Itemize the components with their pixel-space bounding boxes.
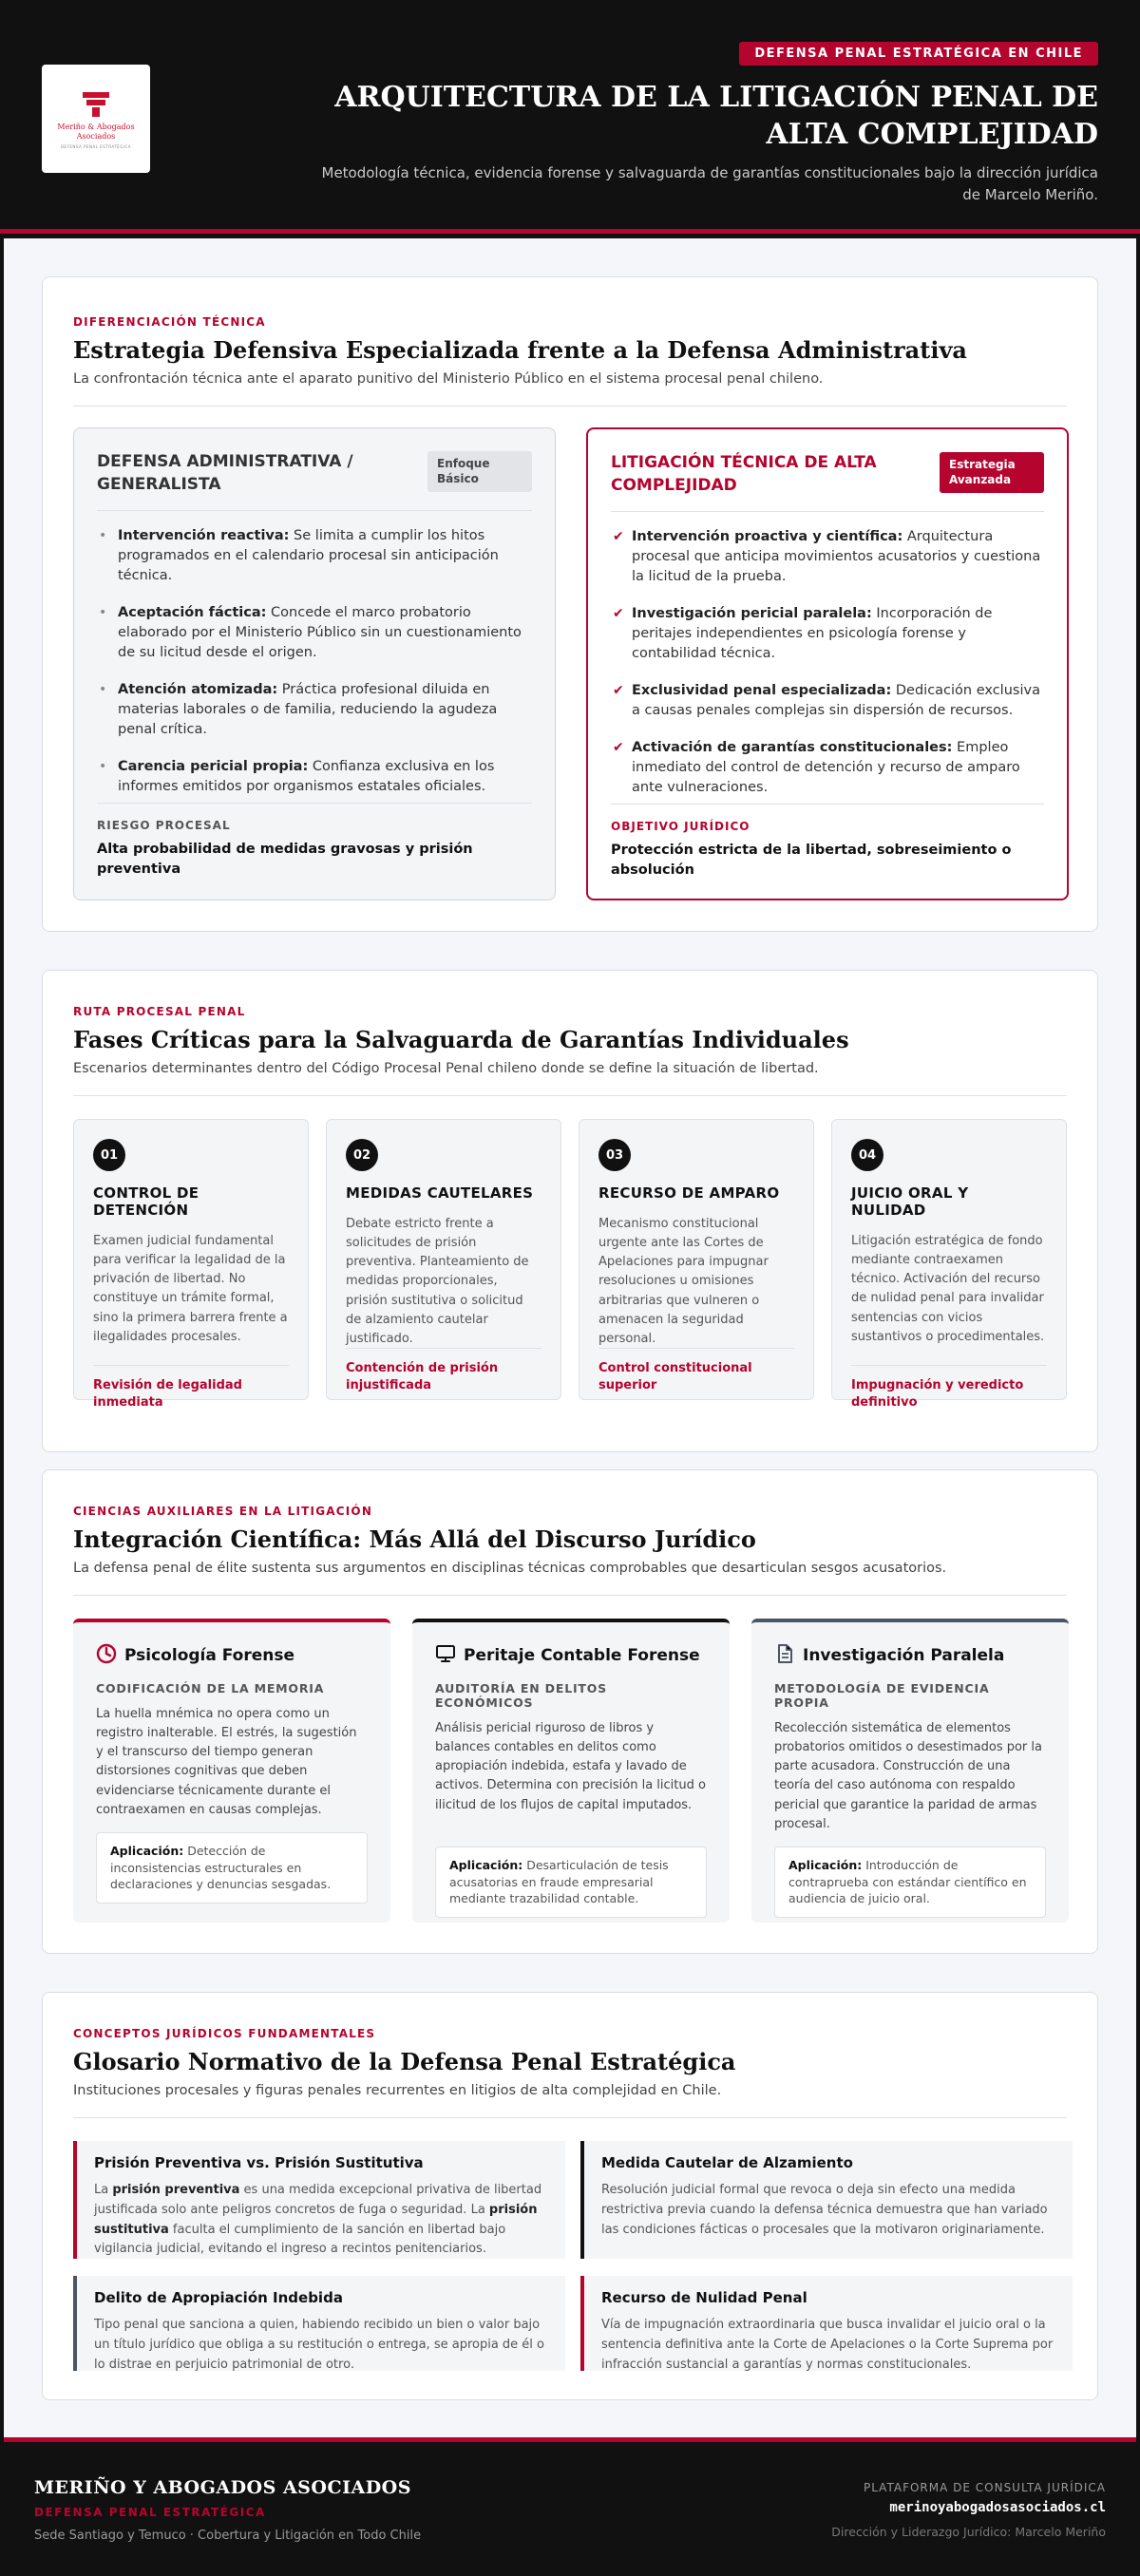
- section-divider: [73, 406, 1067, 407]
- term-title: Recurso de Nulidad Penal: [601, 2289, 808, 2306]
- science-card: [751, 1619, 1069, 1923]
- science-title: Peritaje Contable Forense: [464, 1646, 700, 1665]
- phase-number-badge: 02: [346, 1139, 378, 1171]
- science-subtitle: AUDITORÍA EN DELITOS ECONÓMICOS: [435, 1681, 607, 1710]
- science-description: Recolección sistemática de elementos probatorios omitidos o desestimados por la parte acusadora. Construcción de una teoría del caso autónoma con respaldo pericial que garantice la paridad de armas procesal.: [774, 1721, 1042, 1831]
- list-item: • Aceptación fáctica: Concede el marco probatorio elaborado por el Ministerio Público sin un cuestionamiento de su licitud desde el origen.: [99, 604, 522, 660]
- section-subtitle: Escenarios determinantes dentro del Código Procesal Penal chileno donde se define la situación de libertad.: [73, 1061, 819, 1076]
- phase-outcome: Control constitucional superior: [598, 1348, 794, 1394]
- clock-icon: [96, 1643, 117, 1668]
- section-title: Integración Científica: Más Allá del Discurso Jurídico: [73, 1525, 756, 1553]
- list-item: • Atención atomizada: Práctica profesional diluida en materias laborales o de familia, reduciendo la agudeza penal crítica.: [99, 681, 498, 737]
- science-subtitle: CODIFICACIÓN DE LA MEMORIA: [96, 1681, 325, 1695]
- section-eyebrow: CIENCIAS AUXILIARES EN LA LITIGACIÓN: [73, 1505, 373, 1518]
- section-eyebrow: RUTA PROCESAL PENAL: [73, 1005, 246, 1018]
- comparison-title: LITIGACIÓN TÉCNICA DE ALTA COMPLEJIDAD: [611, 453, 877, 495]
- section-subtitle: La confrontación técnica ante el aparato punitivo del Ministerio Público en el sistema procesal penal chileno.: [73, 371, 824, 387]
- glossary-term: [580, 2276, 1073, 2371]
- phase-title: MEDIDAS CAUTELARES: [346, 1184, 534, 1202]
- phase-title: RECURSO DE AMPARO: [598, 1184, 780, 1202]
- section-eyebrow: DIFERENCIACIÓN TÉCNICA: [73, 315, 266, 329]
- list-item: • Carencia pericial propia: Confianza exclusiva en los informes emitidos por organismos estatales oficiales.: [99, 758, 495, 794]
- phase-title: JUICIO ORAL Y NULIDAD: [851, 1184, 969, 1219]
- section-title: Glosario Normativo de la Defensa Penal Estratégica: [73, 2048, 736, 2075]
- monitor-icon: [435, 1643, 456, 1668]
- section-subtitle: La defensa penal de élite sustenta sus argumentos en disciplinas técnicas comprobables que desarticulan sesgos acusatorios.: [73, 1561, 947, 1576]
- comparison-footer: [97, 803, 532, 880]
- check-icon: ✔: [613, 605, 624, 621]
- footer-domain-link[interactable]: merinoyabogadosasociados.cl: [889, 2500, 1106, 2515]
- phase-card: [831, 1119, 1067, 1411]
- section-title: Estrategia Defensiva Especializada frente a la Defensa Administrativa: [73, 336, 967, 364]
- section-title: Fases Críticas para la Salvaguarda de Garantías Individuales: [73, 1026, 849, 1053]
- term-title: Medida Cautelar de Alzamiento: [601, 2154, 853, 2171]
- bullet-dot-icon: •: [99, 758, 107, 774]
- footer-location: Sede Santiago y Temuco · Cobertura y Litigación en Todo Chile: [34, 2529, 422, 2543]
- header: [0, 0, 1140, 234]
- footer: [0, 2447, 1140, 2576]
- science-application: Aplicación: Detección de inconsistencias estructurales en declaraciones y denuncias sesgadas.: [96, 1832, 368, 1904]
- list-item: ✔ Investigación pericial paralela: Incorporación de peritajes independientes en psicología forense y contabilidad técnica.: [613, 605, 993, 661]
- footer-direction: Dirección y Liderazgo Jurídico: Marcelo Meriño: [831, 2525, 1106, 2539]
- term-definition: La prisión preventiva es una medida excepcional privativa de libertad justificada solo ante peligros concretos de fuga o seguridad. La prisión sustitutiva faculta el cumplimiento de la sanción en libertad bajo vigilancia judicial, evitando el ingreso a recintos penitenciarios.: [94, 2183, 542, 2257]
- term-definition: Vía de impugnación extraordinaria que busca invalidar el juicio oral o la sentencia definitiva ante la Corte de Apelaciones o la Corte Suprema por infracción sustancial a garantías y normas constitucionales.: [601, 2318, 1054, 2372]
- comparison-footer: [611, 804, 1044, 881]
- phase-description: Debate estricto frente a solicitudes de prisión preventiva. Planteamiento de medidas proporcionales, prisión sustitutiva o solicitud de alzamiento cautelar justificado.: [346, 1217, 529, 1346]
- main-content: [4, 238, 1136, 2442]
- section-procedural-route: [42, 970, 1098, 1452]
- page-subtitle: Metodología técnica, evidencia forense y salvaguarda de garantías constitucionales bajo la dirección jurídica de Marcelo Meriño.: [321, 164, 1098, 204]
- page-title: ARQUITECTURA DE LA LITIGACIÓN PENAL DE ALTA COMPLEJIDAD: [334, 81, 1098, 151]
- footer-label: OBJETIVO JURÍDICO: [611, 820, 750, 833]
- comparison-title: DEFENSA ADMINISTRATIVA / GENERALISTA: [97, 452, 353, 494]
- science-description: Análisis pericial riguroso de libros y balances contables en delitos como apropiación indebida, estafa y lavado de activos. Determina con precisión la licitud o ilicitud de los flujos de capital imputados.: [435, 1721, 706, 1812]
- glossary-term: [73, 2141, 565, 2259]
- footer-tagline: DEFENSA PENAL ESTRATÉGICA: [34, 2506, 266, 2519]
- header-badge: DEFENSA PENAL ESTRATÉGICA EN CHILE: [739, 42, 1098, 66]
- list-item: ✔ Exclusividad penal especializada: Dedicación exclusiva a causas penales complejas sin dispersión de recursos.: [613, 682, 1040, 718]
- term-definition: Resolución judicial formal que revoca o deja sin efecto una medida restrictiva previa cuando la defensa técnica demuestra que han variado las condiciones fácticas o procesales que la motivaron originariamente.: [601, 2183, 1048, 2237]
- firm-logo[interactable]: [42, 65, 150, 173]
- check-icon: ✔: [613, 739, 624, 755]
- list-item: ✔ Activación de garantías constitucionales: Empleo inmediato del control de detención y recurso de amparo ante vulneraciones.: [613, 739, 1020, 795]
- section-scientific-integration: [42, 1469, 1098, 1954]
- list-item: ✔ Intervención proactiva y científica: Arquitectura procesal que anticipa movimientos acusatorios y cuestiona la licitud de la prueba.: [613, 528, 1041, 584]
- phase-card: [579, 1119, 814, 1400]
- section-technical-differentiation: [42, 276, 1098, 932]
- glossary-term: [580, 2141, 1073, 2259]
- section-divider: [73, 2117, 1067, 2118]
- comparison-list: [97, 526, 532, 797]
- phase-outcome: Impugnación y veredicto definitivo: [851, 1365, 1047, 1411]
- science-title: Psicología Forense: [124, 1646, 295, 1665]
- logo-sub: DEFENSA PENAL ESTRATÉGICA: [60, 143, 132, 149]
- phase-description: Mecanismo constitucional urgente ante las Cortes de Apelaciones para impugnar resoluciones u omisiones arbitrarias que vulneren o amenacen la seguridad personal.: [598, 1217, 769, 1346]
- science-application: Aplicación: Desarticulación de tesis acusatorias en fraude empresarial mediante trazabilidad contable.: [435, 1847, 707, 1918]
- phase-number-badge: 03: [598, 1139, 631, 1171]
- comparison-list: [611, 527, 1044, 798]
- comparison-tag: Estrategia Avanzada: [940, 452, 1044, 493]
- science-card: [73, 1619, 390, 1923]
- phase-title: CONTROL DE DETENCIÓN: [93, 1184, 200, 1219]
- science-card: [412, 1619, 730, 1923]
- phase-outcome: Revisión de legalidad inmediata: [93, 1365, 289, 1411]
- header-content: [319, 42, 1098, 207]
- science-description: La huella mnémica no opera como un registro inalterable. El estrés, la sugestión y el transcurso del tiempo generan distorsiones cognitivas que deben evidenciarse técnicamente durante el contraexamen en causas complejas.: [96, 1707, 357, 1817]
- phase-outcome: Contención de prisión injustificada: [346, 1348, 542, 1394]
- section-divider: [73, 1095, 1067, 1096]
- phase-card: [73, 1119, 309, 1411]
- phase-description: Litigación estratégica de fondo mediante contraexamen técnico. Activación del recurso de nulidad penal para invalidar sentencias con vicios sustantivos o procedimentales.: [851, 1234, 1045, 1344]
- section-eyebrow: CONCEPTOS JURÍDICOS FUNDAMENTALES: [73, 2027, 376, 2040]
- document-icon: [774, 1643, 795, 1668]
- term-definition: Tipo penal que sanciona a quien, habiendo recibido un bien o valor bajo un título jurídico que obliga a su restitución o entrega, se apropia de él o lo distrae en perjuicio patrimonial de otro.: [94, 2318, 544, 2372]
- comparison-generalist: [73, 427, 556, 900]
- phase-number-badge: 04: [851, 1139, 884, 1171]
- phase-number-badge: 01: [93, 1139, 125, 1171]
- comparison-tag: Enfoque Básico: [428, 451, 532, 492]
- glossary-term: [73, 2276, 565, 2371]
- list-item: • Intervención reactiva: Se limita a cumplir los hitos programados en el calendario procesal sin anticipación técnica.: [99, 527, 499, 583]
- check-icon: ✔: [613, 528, 624, 544]
- bullet-dot-icon: •: [99, 527, 107, 543]
- section-subtitle: Instituciones procesales y figuras penales recurrentes en litigios de alta complejidad en Chile.: [73, 2083, 722, 2098]
- footer-text: Protección estricta de la libertad, sobreseimiento o absolución: [611, 843, 1012, 879]
- section-glossary: [42, 1992, 1098, 2400]
- bullet-dot-icon: •: [99, 604, 107, 620]
- logo-name: Meriño & Abogados Asociados: [57, 123, 135, 141]
- footer-platform-label: PLATAFORMA DE CONSULTA JURÍDICA: [863, 2481, 1106, 2494]
- science-subtitle: METODOLOGÍA DE EVIDENCIA PROPIA: [774, 1681, 990, 1710]
- footer-firm-name: MERIÑO Y ABOGADOS ASOCIADOS: [34, 2477, 411, 2498]
- footer-text: Alta probabilidad de medidas gravosas y prisión preventiva: [97, 842, 473, 878]
- term-title: Prisión Preventiva vs. Prisión Sustitutiva: [94, 2154, 424, 2171]
- term-title: Delito de Apropiación Indebida: [94, 2289, 343, 2306]
- science-title: Investigación Paralela: [803, 1646, 1005, 1665]
- comparison-advanced: [586, 427, 1069, 900]
- phase-card: [326, 1119, 561, 1400]
- footer-label: RIESGO PROCESAL: [97, 819, 231, 832]
- logo-mark-icon: [79, 88, 113, 117]
- bullet-dot-icon: •: [99, 681, 107, 697]
- check-icon: ✔: [613, 682, 624, 698]
- section-divider: [73, 1595, 1067, 1596]
- science-application: Aplicación: Introducción de contraprueba con estándar científico en audiencia de juicio oral.: [774, 1847, 1046, 1918]
- phase-description: Examen judicial fundamental para verificar la legalidad de la privación de libertad. No constituye un trámite formal, sino la primera barrera frente a ilegalidades procesales.: [93, 1234, 288, 1344]
